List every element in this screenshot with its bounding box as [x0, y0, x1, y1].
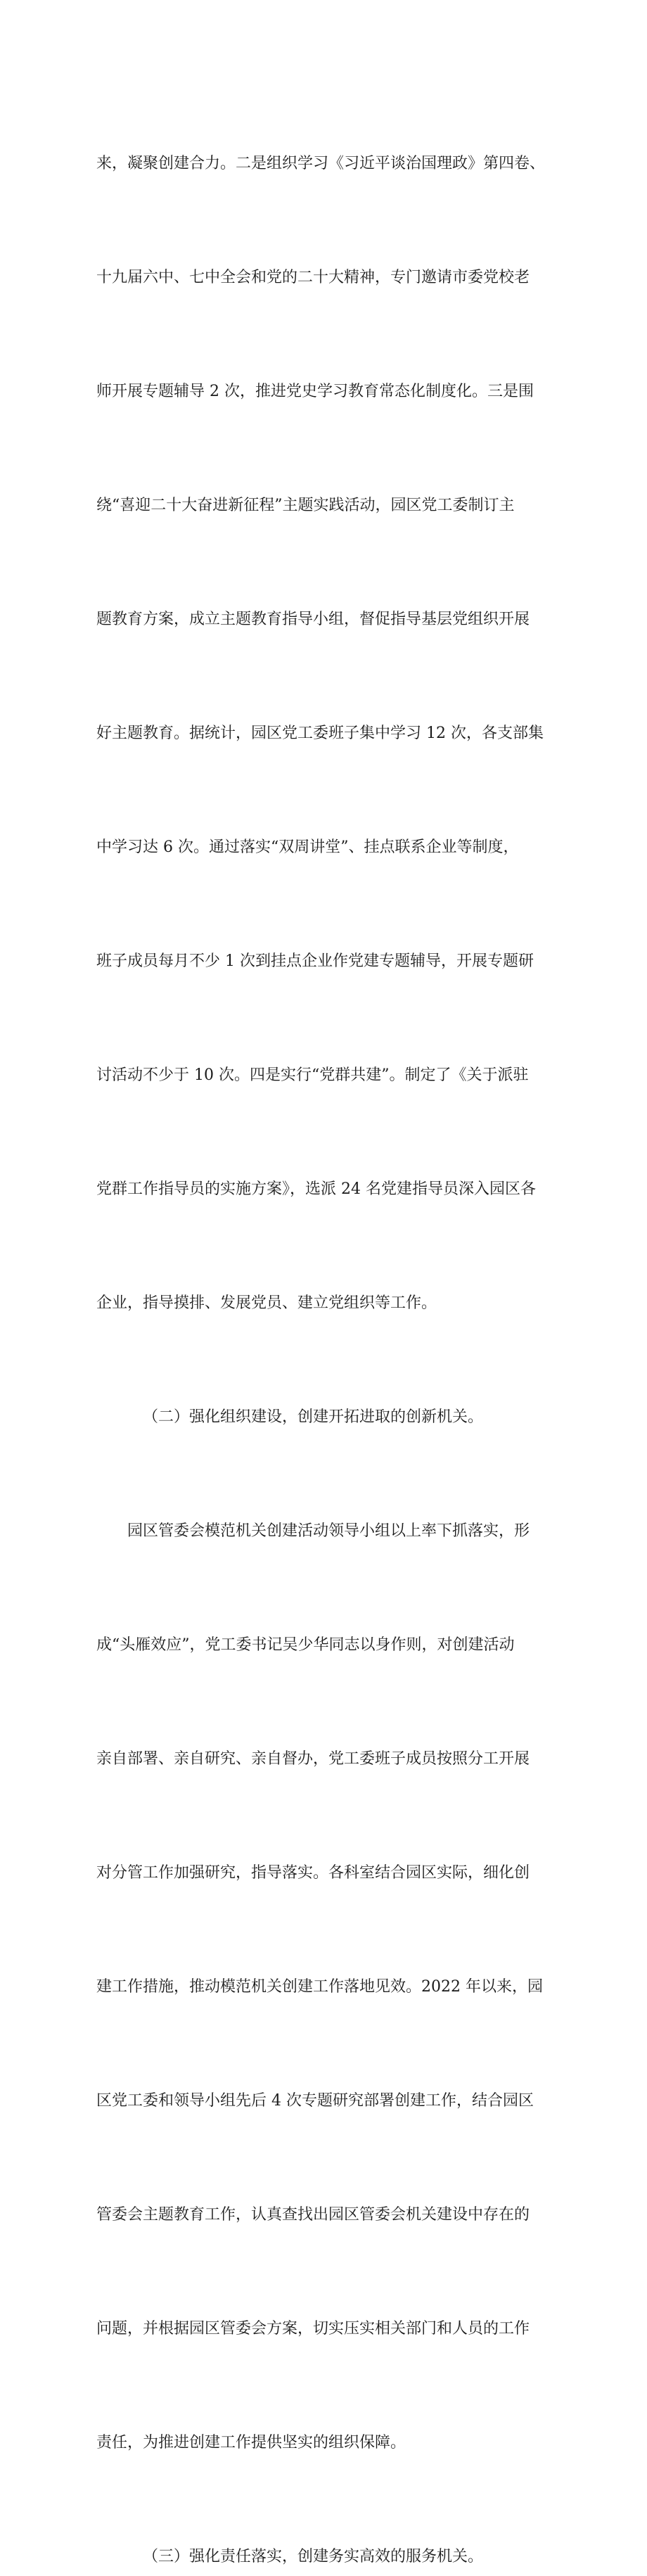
- paragraph-line: 管委会主题教育工作，认真查找出园区管委会机关建设中存在的: [96, 2206, 530, 2224]
- paragraph-line: 建工作措施，推动模范机关创建工作落地见效。2022 年以来，园: [96, 1978, 543, 1996]
- paragraph-line: 十九届六中、七中全会和党的二十大精神，专门邀请市委党校老: [96, 269, 530, 286]
- document-body: [96, 69, 553, 2576]
- paragraph-line: 区党工委和领导小组先后 4 次专题研究部署创建工作，结合园区: [96, 2092, 534, 2110]
- paragraph-line: 亲自部署、亲自研究、亲自督办，党工委班子成员按照分工开展: [96, 1750, 530, 1768]
- paragraph-line: 园区管委会模范机关创建活动领导小组以上率下抓落实，形: [127, 1522, 530, 1540]
- section-heading-2: （二）强化组织建设，创建开拓进取的创新机关。: [143, 1408, 484, 1426]
- paragraph-line: 党群工作指导员的实施方案》，选派 24 名党建指导员深入园区各: [96, 1180, 536, 1198]
- paragraph-line: 来，凝聚创建合力。二是组织学习《习近平谈治国理政》第四卷、: [96, 155, 546, 172]
- paragraph-line: 中学习达 6 次。通过落实“双周讲堂”、挂点联系企业等制度，: [96, 839, 519, 856]
- paragraph-line: 师开展专题辅导 2 次，推进党史学习教育常态化制度化。三是围: [96, 383, 534, 400]
- paragraph-line: 对分管工作加强研究，指导落实。各科室结合园区实际，细化创: [96, 1864, 530, 1882]
- paragraph-line: 题教育方案，成立主题教育指导小组，督促指导基层党组织开展: [96, 611, 530, 628]
- paragraph-line: 讨活动不少于 10 次。四是实行“党群共建”。制定了《关于派驻: [96, 1066, 529, 1084]
- paragraph-line: 成“头雁效应”，党工委书记吴少华同志以身作则，对创建活动: [96, 1636, 515, 1654]
- paragraph-line: 绕“喜迎二十大奋进新征程”主题实践活动，园区党工委制订主: [96, 497, 515, 514]
- paragraph-line: 责任，为推进创建工作提供坚实的组织保障。: [96, 2434, 406, 2451]
- paragraph-1: [96, 69, 553, 1398]
- paragraph-2: [96, 1436, 553, 2538]
- section-heading-3: （三）强化责任落实，创建务实高效的服务机关。: [143, 2548, 484, 2565]
- paragraph-line: 企业，指导摸排、发展党员、建立党组织等工作。: [96, 1294, 437, 1312]
- paragraph-line: 问题，并根据园区管委会方案，切实压实相关部门和人员的工作: [96, 2320, 530, 2338]
- paragraph-line: 班子成员每月不少 1 次到挂点企业作党建专题辅导，开展专题研: [96, 952, 534, 970]
- paragraph-line: 好主题教育。据统计，园区党工委班子集中学习 12 次，各支部集: [96, 725, 544, 742]
